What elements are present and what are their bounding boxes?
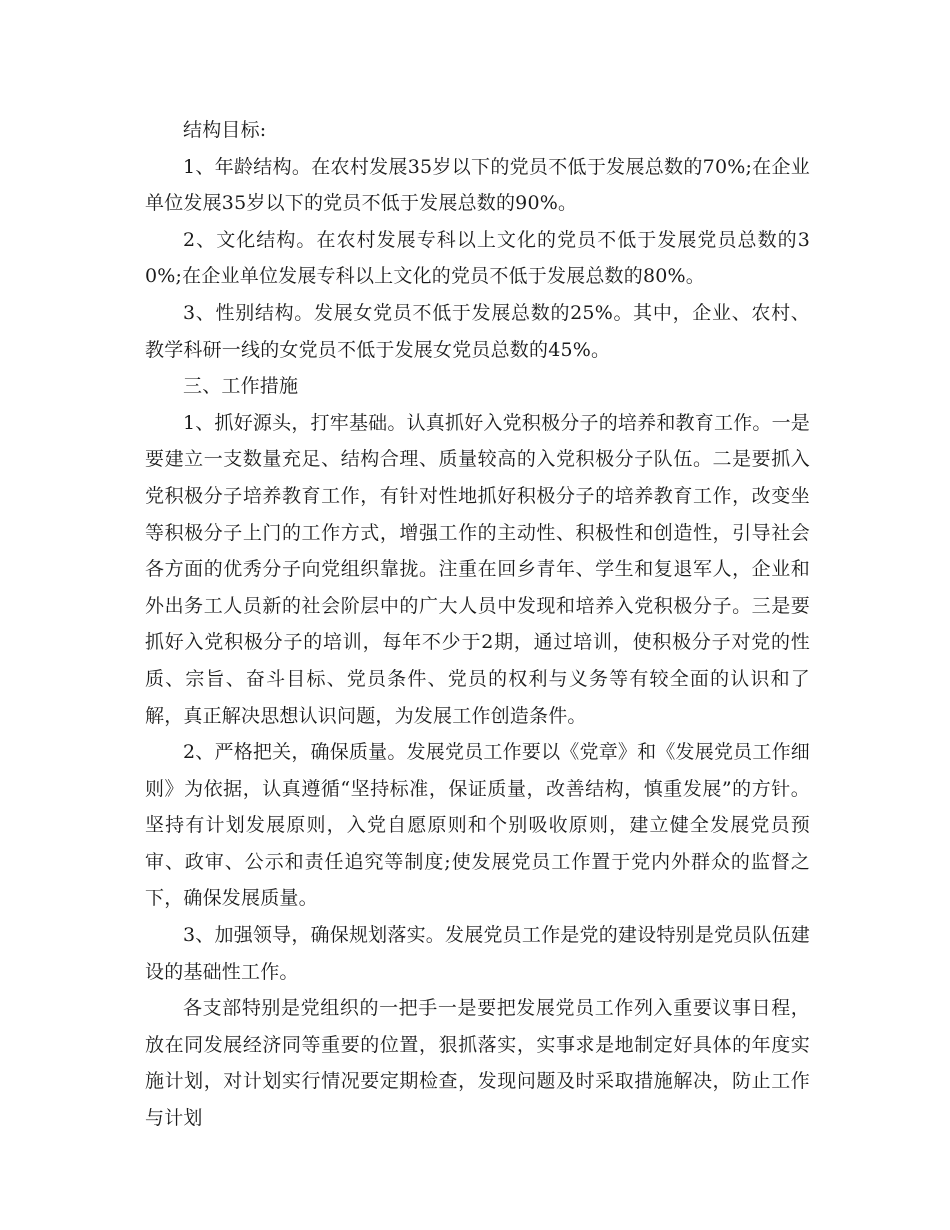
section-heading-work-measures: 三、工作措施 [183,375,299,398]
paragraph-age-structure: 1、年龄结构。在农村发展35岁以下的党员不低于发展总数的70%;在企业单位发展35岁以下的党员不低于发展总数的90%。 [145,155,810,215]
document-body [145,112,810,1137]
paragraph-education-structure: 2、文化结构。在农村发展专科以上文化的党员不低于发展党员总数的30%;在企业单位发展专科以上文化的党员不低于发展总数的80%。 [145,228,810,288]
paragraph-measure-2: 2、严格把关，确保质量。发展党员工作要以《党章》和《发展党员工作细则》为依据，认真遵循“坚持标准，保证质量，改善结构，慎重发展”的方针。坚持有计划发展原则，入党自愿原则和个别吸收原则，建立健全发展党员预审、政审、公示和责任追究等制度;使发展党员工作置于党内外群众的监督之下，确保发展质量。 [145,741,810,910]
paragraph-branch-leadership: 各支部特别是党组织的一把手一是要把发展党员工作列入重要议事日程，放在同发展经济同等重要的位置，狠抓落实，实事求是地制定好具体的年度实施计划，对计划实行情况要定期检查，发现问题及时采取措施解决，防止工作与计划 [145,997,810,1130]
paragraph-gender-structure: 3、性别结构。发展女党员不低于发展总数的25%。其中，企业、农村、教学科研一线的女党员不低于发展女党员总数的45%。 [145,301,810,361]
paragraph-measure-1: 1、抓好源头，打牢基础。认真抓好入党积极分子的培养和教育工作。一是要建立一支数量充足、结构合理、质量较高的入党积极分子队伍。二是要抓入党积极分子培养教育工作，有针对性地抓好积极分子的培养教育工作，改变坐等积极分子上门的工作方式，增强工作的主动性、积极性和创造性，引导社会各方面的优秀分子向党组织靠拢。注重在回乡青年、学生和复退军人，企业和外出务工人员新的社会阶层中的广大人员中发现和培养入党积极分子。三是要抓好入党积极分子的培训，每年不少于2期，通过培训，使积极分子对党的性质、宗旨、奋斗目标、党员条件、党员的权利与义务等有较全面的认识和了解，真正解决思想认识问题，为发展工作创造条件。 [145,411,810,727]
paragraph-structure-goal: 结构目标: [183,119,267,141]
paragraph-measure-3: 3、加强领导，确保规划落实。发展党员工作是党的建设特别是党员队伍建设的基础性工作。 [145,924,810,983]
